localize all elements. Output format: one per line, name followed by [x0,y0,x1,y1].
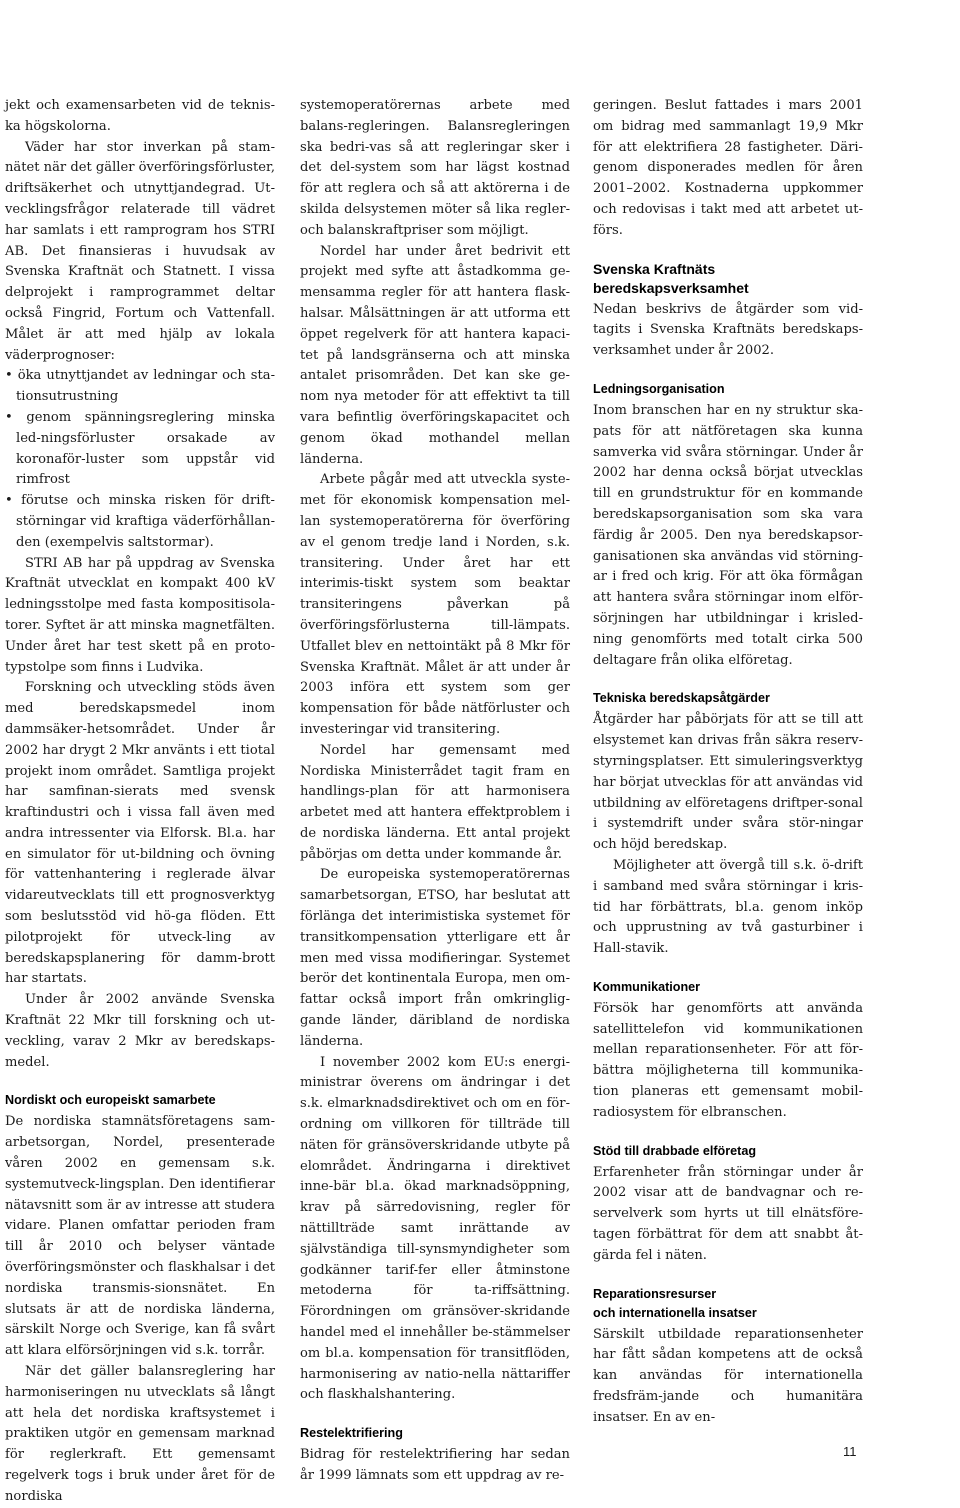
paragraph: Särskilt utbildade reparationsenheter har fått sådan kompetens att de också kan användas för internationella fredsfräm-jande och humanitära insatser. En av en- [593,1326,863,1425]
paragraph: Försök har genomförts att använda satellittelefon vid kommunikationen mellan reparationsenheter. För att för-bättra möjligheterna till kommunika-tion planeras ett gemensamt mobil-radiosystem för elbranschen. [593,1000,863,1120]
paragraph: När det gäller balansreglering har harmoniseringen nu utvecklats så långt att hela det nordiska kraftsystemet i praktiken utgör en gemensam marknad för reglerkraft. Ett gemensamt regelverk togs i bruk under året för de nordiska [5,1364,275,1504]
paragraph: Arbete pågår med att utveckla syste-met för ekonomisk kompensation mel-lan systemoperatörerna för överföring av el genom tredje land i Norden, s.k. transitering. Under året har ett interimis-tiskt system som beaktar transiteringens påverkan på överföringsförlusterna till-lämpats. Utfallet blev en nettointäkt på 8 Mkr för Svenska Kraftnät. Målet är att under år 2003 införa ett system som ger kompensation för både nätförluster och investeringar vid transitering. [300,472,570,737]
text-column-3 [593,96,863,1429]
section-heading-stod-till-elforetag: Stöd till drabbade elföretag [593,1143,757,1158]
section-heading-ledningsorganisation: Ledningsorganisation [593,381,725,396]
paragraph: geringen. Beslut fattades i mars 2001 om bidrag med sammanlagt 19,9 Mkr för att elektrifiera 28 fastigheter. Däri-genom disponerades medlen för åren 2001–2002. Kostnaderna uppkommer och redovisas i takt med att arbetet ut-förs. [593,98,863,238]
text-column-1 [5,96,275,1508]
paragraph: De europeiska systemoperatörernas samarbetsorgan, ETSO, har beslutat att förlänga det interimistiska systemet för transitkompensation ytterligare ett år men med vissa modifieringar. Systemet berör det kontinentala Europa, men om-fattar också import från omkringlig-gande länder, däribland de nordiska länderna. [300,867,570,1049]
heading-line-1: Reparationsresurser [593,1286,717,1301]
main-heading-beredskapsverksamhet: Svenska Kraftnäts beredskapsverksamhet [593,260,749,296]
list-item: • genom spänningsreglering minska led-ningsförluster orsakade av koronaför-luster som uppstår vid rimfrost [5,409,275,488]
bullet-list [5,366,275,553]
paragraph: Forskning och utveckling stöds även med beredskapsmedel inom dammsäker-hetsområdet. Under år 2002 har drygt 2 Mkr använts i ett tiotal projekt inom området. Samtliga projekt har samfinan-sierats med svensk kraftindustri och i vissa fall även med andra intressenter via Elforsk. Bl.a. har en simulator för ut-bildning och övning för vattenhantering i reglerade älvar vidareutvecklats till ett prognosverktyg som beslutsstöd vid hö-ga flöden. Ett pilotprojekt för utveck-ling av beredskapsplanering för damm-brott har startats. [5,680,275,987]
section-heading-kommunikationer: Kommunikationer [593,979,701,994]
paragraph: Åtgärder har påbörjats för att se till att elsystemet kan drivas från säkra reserv-styrningsplatser. Ett simuleringsverktyg har börjat utvecklas för att användas vid utbildning av elföretagens driftper-sonal i systemdrift under svåra stör-ningar och höjd beredskap. [593,712,864,853]
paragraph: STRI AB har på uppdrag av Svenska Kraftnät utvecklat en kompakt 400 kV ledningsstolpe med fasta kompositisola-torer. Syftet är att minska magnetfälten. Under året har test skett på en proto-typstolpe som finns i Ludvika. [5,555,275,675]
paragraph: I november 2002 kom EU:s energi-ministrar överens om ändringar i det s.k. elmarknadsdirektivet och om en för-ordning om villkoren för tillträde till näten för gränsöverskridande utbyte på elområdet. Ändringarna i direktivet inne-bär bl.a. ökad marknadsöppning, krav på särredovisning, regler för nättillträde samt inrättande av självständiga till-synsmyndigheter som godkänner tarif-fer eller åtminstone metoderna för ta-riffsättning. Förordningen om gränsöver-skridande handel med el innehåller be-stämmelser om bl.a. kompensation för transitflöden, harmonisering av natio-nella nättariffer och flaskhalshantering. [300,1054,570,1403]
paragraph: Nordel har under året bedrivit ett projekt med syfte att åstadkomma ge-mensamma regler för att hantera flask-halsar. Målsättningen är att utforma ett öppet regelverk för att hantera kapaci-tet på landsgränserna och att minska antalet prisområden. Det kan ske ge-nom nya metoder för att effektivt ta till vara befintlig överföringskapacitet och genom ökad mothandel mellan länderna. [300,243,570,467]
paragraph: Inom branschen har en ny struktur ska-pats för att nätföretagen ska kunna samverka vid svåra störningar. Under år 2002 har denna också börjat utvecklas till en grundstruktur för en kommande beredskapsorganisation som ska vara färdig år 2005. Den nya beredskapsor-ganisationen ska användas vid störning-ar i fred och krig. För att öka förmågan att hantera svåra störningar inom elför-sörjningen har utbildningar i krisled-ning genomförts med totalt cirka 500 deltagare från olika elföretag. [593,402,863,668]
paragraph: Nedan beskrivs de åtgärder som vid-tagits i Svenska Kraftnäts beredskaps-verksamhet under år 2002. [593,301,863,359]
heading-line-2: och internationella insatser [593,1305,757,1320]
page-number: 11 [843,1444,857,1459]
paragraph: jekt och examensarbeten vid de teknis-ka högskolorna. [5,98,275,134]
paragraph: Bidrag för restelektrifiering har sedan år 1999 lämnats som ett uppdrag av re- [300,1447,570,1483]
paragraph: systemoperatörernas arbete med balans-regleringen. Balansregleringen ska bedri-vas så att regleringar sker i det del-system som har lägst kostnad för att reglera och så att aktörerna i de skilda delsystemen möter så lika regler- och balanskraftpriser som möjligt. [300,98,570,238]
paragraph: Möjligheter att övergå till s.k. ö-drift i samband med svåra störningar i kris-tid har förbättrats, bl.a. genom inköp och upprustning av två gasturbiner i Hall-stavik. [593,857,863,957]
section-heading-nordiskt-samarbete: Nordiskt och europeiskt samarbete [5,1093,216,1108]
section-heading-reparationsresurser [593,1285,863,1323]
section-heading-restelektrifiering: Restelektrifiering [300,1426,403,1441]
paragraph: Väder har stor inverkan på stam-nätet när det gäller överföringsförluster, driftsäkerhet och utnyttjandegrad. Ut-vecklingsfrågor relaterade till vädret har samlats i ett ramprogram hos STRI AB. Det finansieras i huvudsak av Svenska Kraftnät och Statnett. I vissa delprojekt i ramprogrammet deltar också Fingrid, Fortum och Vattenfall. Målet är att med hjälp av lokala väderprognoser: [5,139,275,363]
paragraph: Erfarenheter från störningar under år 2002 visar att de bandvagnar och re-servelverk som hyrts ut till elnätsföre-tagen förbättrat för dem att snabbt åt-gärda fel i näten. [593,1164,863,1263]
paragraph: Nordel har gemensamt med Nordiska Ministerrådet tagit fram en handlings-plan för att harmonisera arbetet med att hantera effektproblem i de nordiska länderna. Ett antal projekt påbörjas om detta under kommande år. [300,742,570,862]
list-item: • öka utnyttjandet av ledningar och sta-tionsutrustning [5,368,275,405]
paragraph: De nordiska stamnätsföretagens sam-arbetsorgan, Nordel, presenterade våren 2002 en gemensam s.k. systemutveck-lingsplan. Den identifierar nätavsnitt som är av intresse att studera vidare. Planen omfattar perioden fram till år 2010 och belyser väntade överföringsmönster och flaskhalsar i det nordiska transmis-sionsnätet. En slutsats är att de nordiska länderna, särskilt Norge och Sverige, kan få svårt att klara elförsörjningen vid s.k. torrår. [5,1114,275,1359]
text-column-2 [300,96,570,1487]
paragraph: Under år 2002 använde Svenska Kraftnät 22 Mkr till forskning och ut-veckling, varav 2 Mkr av beredskaps-medel. [5,992,275,1070]
section-heading-tekniska-atgarder: Tekniska beredskapsåtgärder [593,691,770,706]
list-item: • förutse och minska risken för drift-störningar vid kraftiga väderförhållan-den (exempelvis saltstormar). [5,493,275,550]
